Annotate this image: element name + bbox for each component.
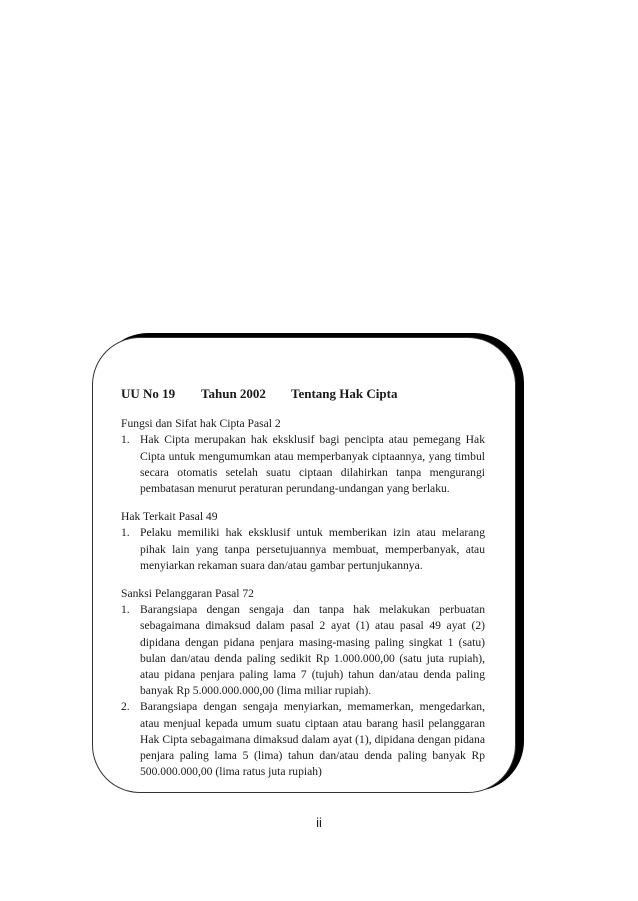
section-title: Hak Terkait Pasal 49	[121, 510, 218, 524]
law-heading	[121, 386, 485, 402]
section-title: Fungsi dan Sifat hak Cipta Pasal 2	[121, 417, 281, 431]
list-item	[121, 699, 485, 780]
list-item-text: Barangsiapa dengan sengaja dan tanpa hak melakukan perbuatan sebagaimana dimaksud dalam pasal 2 ayat (1) atau pasal 49 ayat (2) dipidana dengan pidana penjara masing-masing paling singkat 1 (satu) bulan dan/atau denda paling sedikit Rp 1.000.000,00 (satu juta rupiah), atau pidana penjara paling lama 7 (tujuh) tahun dan/atau denda paling banyak Rp 5.000.000.000,00 (lima miliar rupiah).	[140, 603, 485, 698]
section-list	[121, 525, 485, 574]
law-year: Tahun 2002	[201, 386, 266, 401]
law-number: UU No 19	[121, 386, 176, 401]
section-list	[121, 432, 485, 497]
list-item-text: Barangsiapa dengan sengaja menyiarkan, memamerkan, mengedarkan, atau menjual kepada umum suatu ciptaan atau barang hasil pelanggaran Hak Cipta sebagaimana dimaksud dalam ayat (1), dipidana dengan pidana penjara paling lama 5 (lima) tahun dan/atau denda paling banyak Rp 500.000.000,00 (lima ratus juta rupiah)	[140, 700, 485, 779]
section-hak-terkait	[121, 509, 485, 574]
section-title: Sanksi Pelanggaran Pasal 72	[121, 587, 254, 601]
section-sanksi	[121, 586, 485, 780]
list-item-number: 1.	[121, 526, 130, 540]
list-item-text: Hak Cipta merupakan hak eksklusif bagi pencipta atau pemegang Hak Cipta untuk mengumumkan atau memperbanyak ciptaannya, yang timbul secara otomatis setelah suatu ciptaan dilahirkan tanpa mengurangi pembatasan menurut peraturan perundang-undangan yang berlaku.	[140, 433, 485, 496]
list-item-text: Pelaku memiliki hak eksklusif untuk memberikan izin atau melarang pihak lain yang tanpa persetujuannya membuat, memperbanyak, atau menyiarkan rekaman suara dan/atau gambar pertunjukannya.	[140, 526, 485, 572]
list-item-number: 1.	[121, 603, 130, 617]
list-item	[121, 432, 485, 497]
section-list	[121, 602, 485, 780]
law-topic: Tentang Hak Cipta	[291, 386, 398, 401]
page-number: ii	[316, 815, 322, 830]
copyright-notice-content	[121, 386, 485, 792]
list-item	[121, 602, 485, 699]
list-item	[121, 525, 485, 574]
list-item-number: 1.	[121, 433, 130, 447]
list-item-number: 2.	[121, 700, 130, 714]
section-fungsi-sifat	[121, 416, 485, 497]
